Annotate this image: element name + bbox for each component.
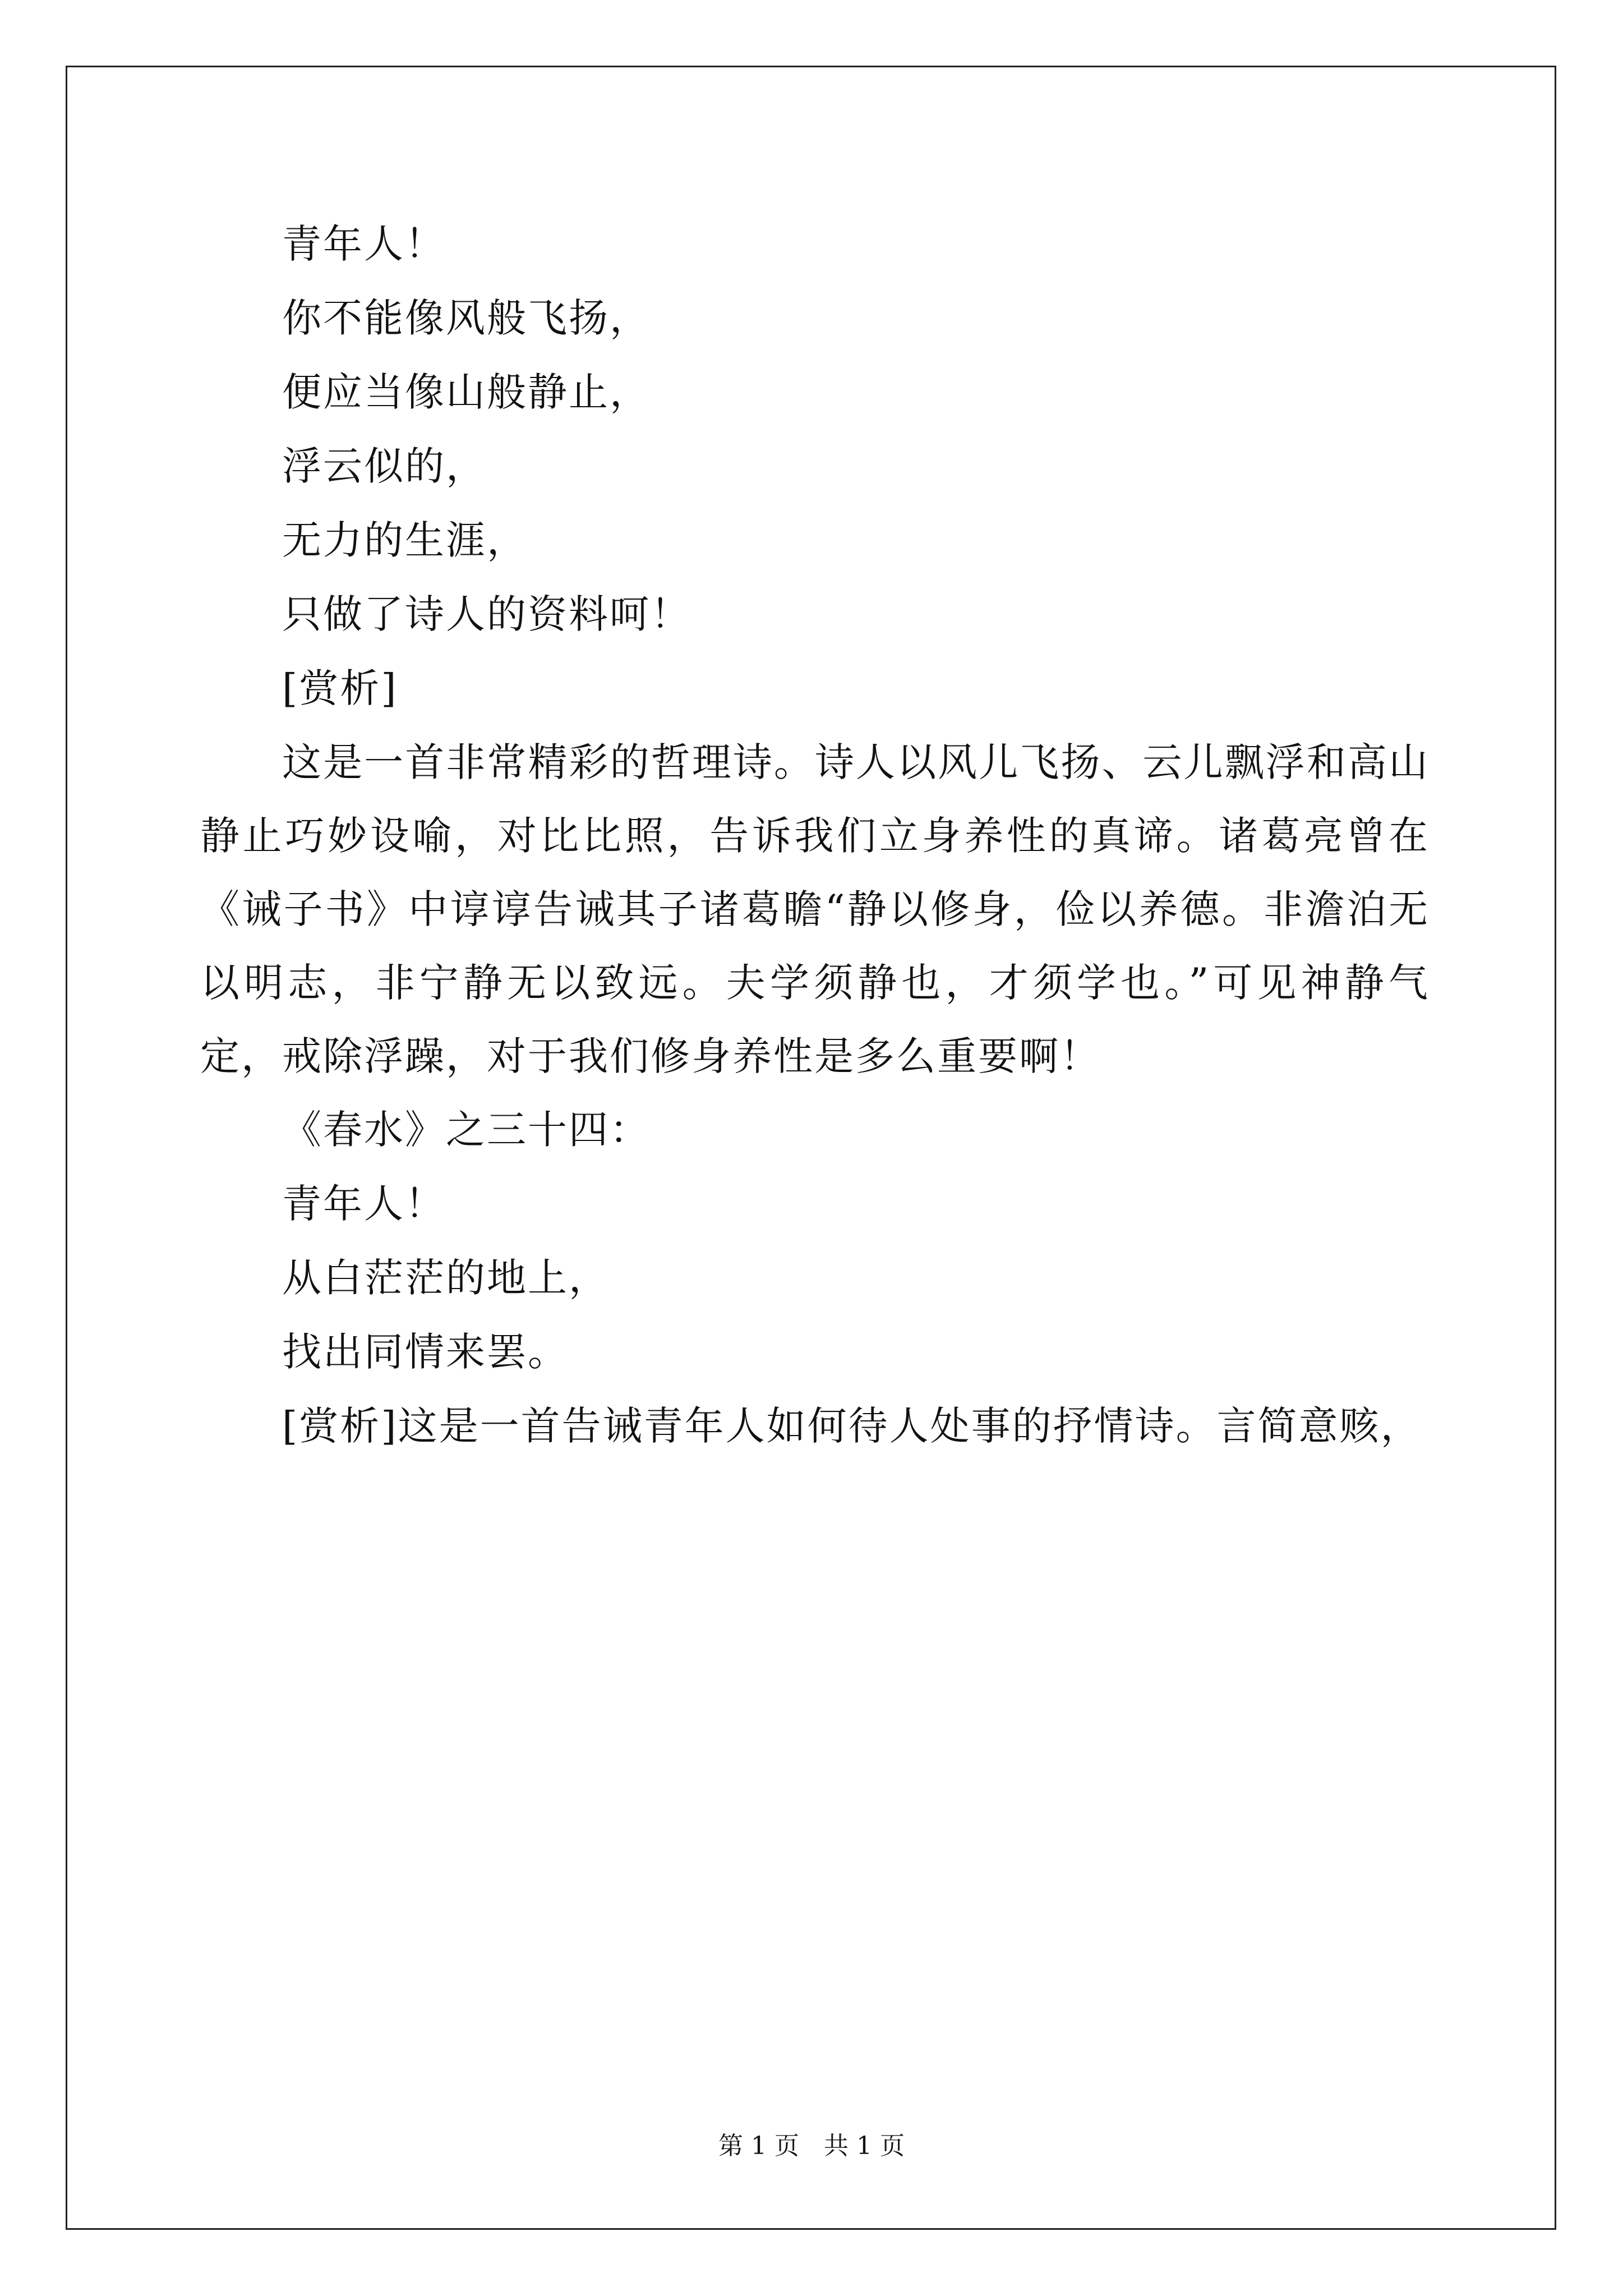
analysis-paragraph-start: [赏析]这是一首告诫青年人如何待人处事的抒情诗。言简意赅， bbox=[282, 1403, 1422, 1449]
analysis-heading: [赏析] bbox=[282, 665, 398, 711]
analysis-paragraph: 这是一首非常精彩的哲理诗。诗人以风儿飞扬、云儿飘浮和高山静止巧妙设喻，对比比照，告诉我们立身养性的真谛。诸葛亮曾在《诫子书》中谆谆告诫其子诸葛瞻“静以修身，俭以养德。非澹泊无以明志，非宁静无以致远。夫学须静也，才须学也。”可见神静气定，戒除浮躁，对于我们修身养性是多么重要啊！ bbox=[200, 739, 1430, 1079]
poem-line: 浮云似的， bbox=[282, 443, 487, 489]
poem-line: 你不能像风般飞扬， bbox=[282, 295, 651, 341]
poem-title: 《春水》之三十四： bbox=[282, 1107, 651, 1153]
document-body bbox=[200, 208, 1430, 1464]
page-footer: 第 1 页 共 1 页 bbox=[718, 2132, 905, 2160]
poem-line: 青年人！ bbox=[282, 221, 446, 267]
poem-line: 青年人！ bbox=[282, 1181, 446, 1227]
poem-line: 找出同情来罢。 bbox=[282, 1329, 569, 1375]
poem-line: 只做了诗人的资料呵！ bbox=[282, 591, 691, 637]
poem-line: 从白茫茫的地上， bbox=[282, 1255, 610, 1301]
poem-line: 便应当像山般静止， bbox=[282, 369, 651, 415]
poem-line: 无力的生涯， bbox=[282, 517, 528, 563]
